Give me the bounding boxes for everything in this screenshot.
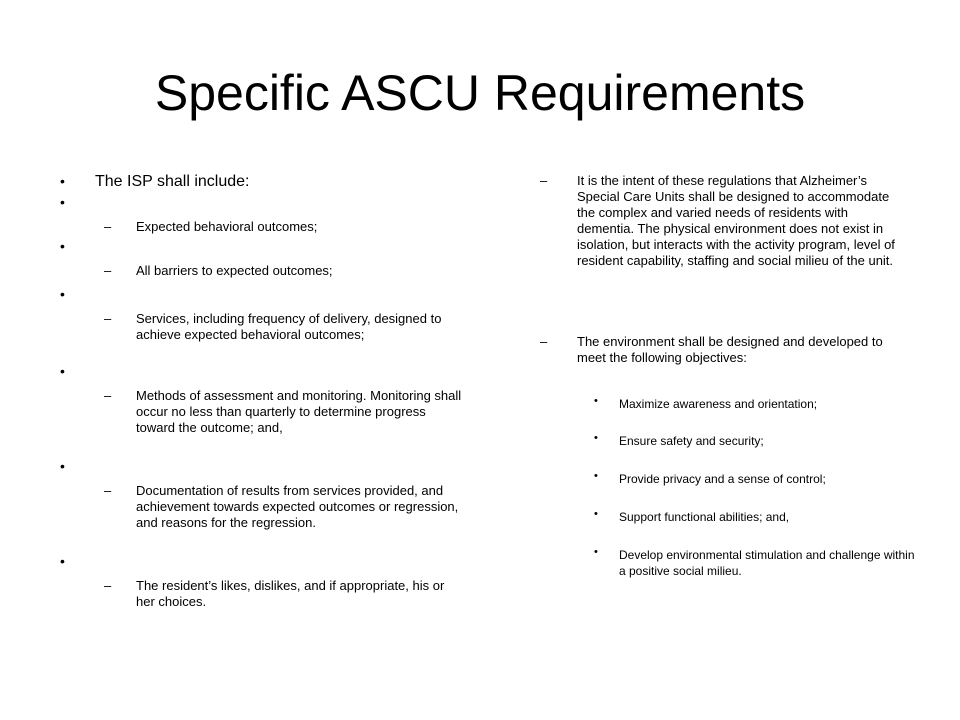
- objective-item: Develop environmental stimulation and challenge within a positive social milieu.: [619, 548, 915, 578]
- bullet-dot: •: [594, 470, 598, 482]
- dash-marker: –: [104, 483, 112, 498]
- isp-item: Services, including frequency of delivery, designed to achieve expected behavioral outcomes;: [136, 311, 442, 342]
- dash-marker: –: [104, 578, 112, 593]
- dash-marker: –: [540, 334, 548, 349]
- dash-marker: –: [104, 311, 112, 326]
- slide-title: Specific ASCU Requirements: [154, 65, 806, 121]
- isp-item: Methods of assessment and monitoring. Monitoring shall occur no less than quarterly to determine progress toward the outcome; and,: [136, 388, 462, 435]
- dash-marker: –: [104, 263, 112, 278]
- bullet-dot: •: [594, 432, 598, 444]
- bullet-dot: •: [60, 173, 65, 189]
- objective-item: Provide privacy and a sense of control;: [619, 472, 826, 486]
- isp-item: All barriers to expected outcomes;: [136, 263, 333, 278]
- bullet-dot: •: [60, 458, 65, 474]
- isp-intro: The ISP shall include:: [95, 173, 250, 190]
- objective-item: Support functional abilities; and,: [619, 510, 790, 524]
- dash-marker: –: [104, 388, 112, 403]
- dash-marker: –: [540, 173, 548, 188]
- isp-item: Documentation of results from services provided, and achievement towards expected outcomes or regression, and reasons for the regression.: [136, 483, 459, 530]
- bullet-dot: •: [594, 508, 598, 520]
- bullet-dot: •: [60, 194, 65, 210]
- objectives-intro: The environment shall be designed and developed to meet the following objectives:: [577, 334, 883, 365]
- intent-paragraph: It is the intent of these regulations that Alzheimer’s Special Care Units shall be designed to accommodate the complex and varied needs of residents with dementia. The physical environment does not exist in isolation, but interacts with the activity program, level of resident capability, staffing and social milieu of the unit.: [577, 173, 895, 268]
- bullet-dot: •: [60, 553, 65, 569]
- bullet-dot: •: [60, 286, 65, 302]
- isp-item: The resident’s likes, dislikes, and if appropriate, his or her choices.: [136, 578, 445, 609]
- bullet-dot: •: [60, 363, 65, 379]
- isp-item: Expected behavioral outcomes;: [136, 219, 318, 234]
- bullet-dot: •: [594, 546, 598, 558]
- dash-marker: –: [104, 219, 112, 234]
- bullet-dot: •: [60, 238, 65, 254]
- objective-item: Ensure safety and security;: [619, 434, 764, 448]
- objective-item: Maximize awareness and orientation;: [619, 397, 818, 411]
- bullet-dot: •: [594, 395, 598, 407]
